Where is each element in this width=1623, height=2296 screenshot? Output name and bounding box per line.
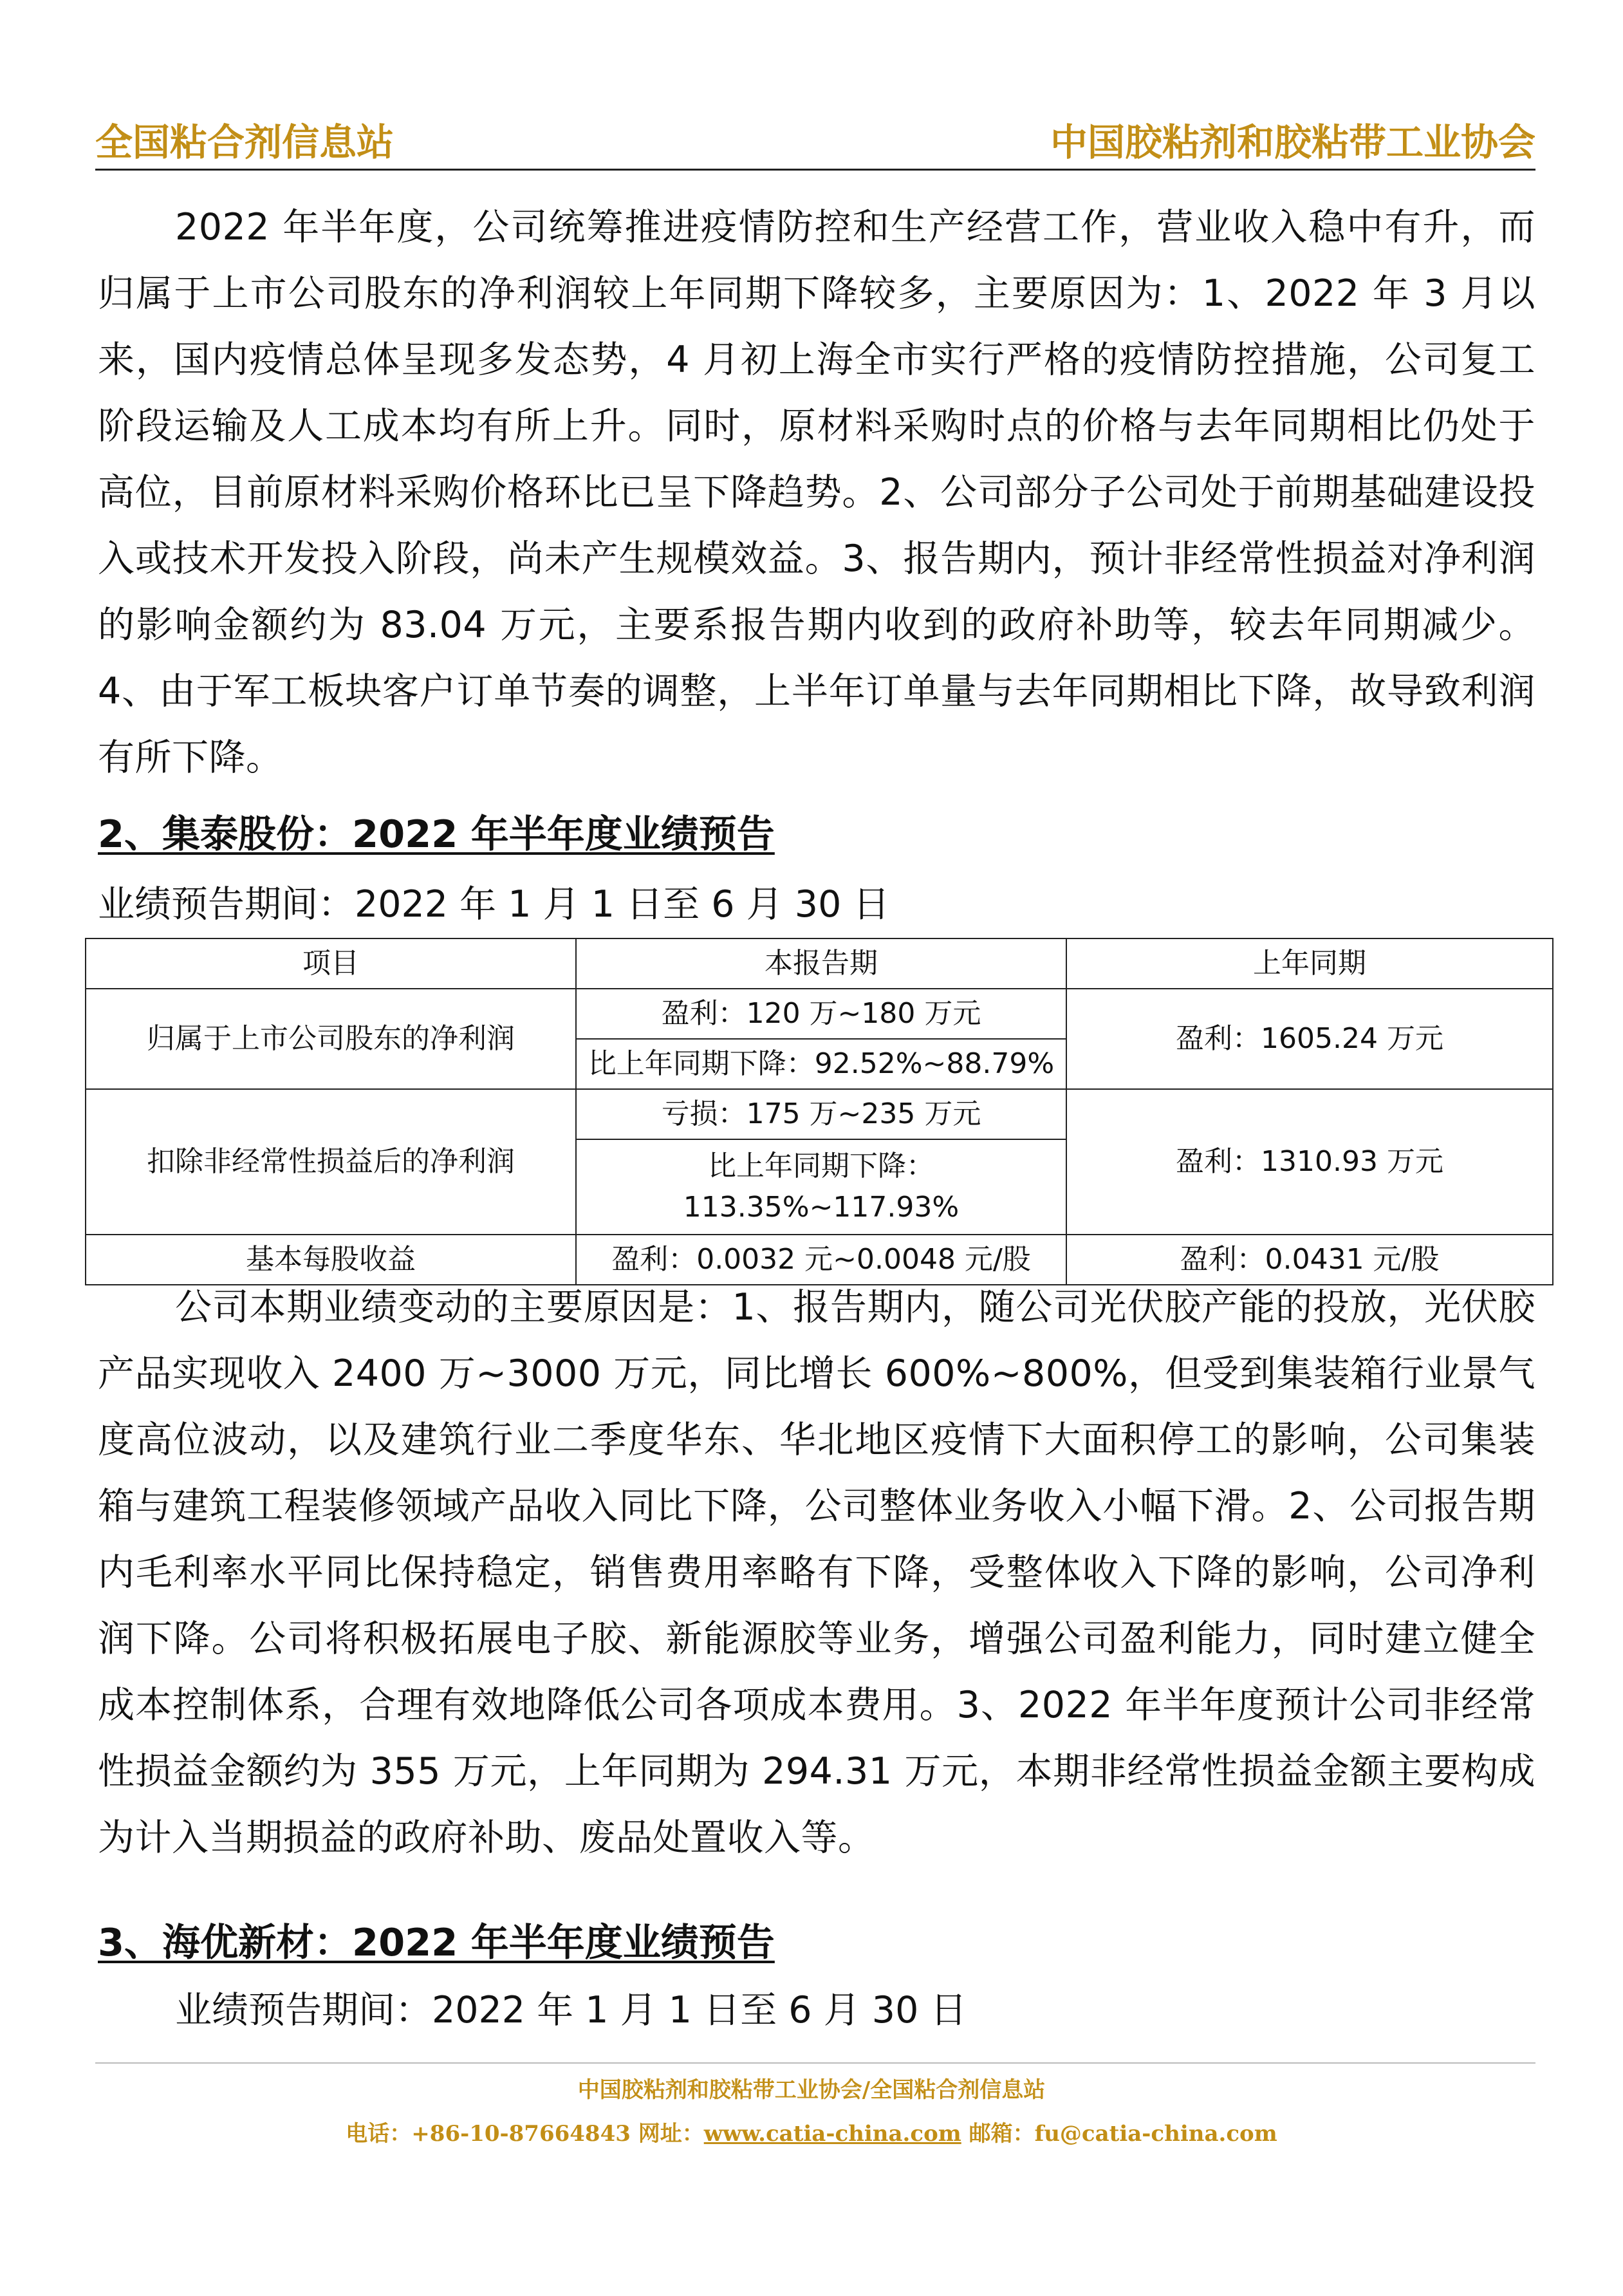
table-header-item: 项目	[86, 938, 576, 989]
table-cell-prior: 盈利：0.0431 元/股	[1066, 1235, 1553, 1285]
table-row	[86, 1089, 1553, 1139]
body-paragraph-1: 2022 年半年度，公司统筹推进疫情防控和生产经营工作，营业收入稳中有升，而归属于上市公司股东的净利润较上年同期下降较多，主要原因为：1、2022 年 3 月以来，国内疫情总体呈现多发态势，4 月初上海全市实行严格的疫情防控措施，公司复工阶段运输及人工成本均有所上升。同时，原材料采购时点的价格与去年同期相比仍处于高位，目前原材料采购价格环比已呈下降趋势。2、公司部分子公司处于前期基础建设投入或技术开发投入阶段，尚未产生规模效益。3、报告期内，预计非经常性损益对净利润的影响金额约为 83.04 万元，主要系报告期内收到的政府补助等，较去年同期减少。4、由于军工板块客户订单节奏的调整，上半年订单量与去年同期相比下降，故导致利润有所下降。	[98, 206, 1535, 779]
table-cell-line: 比上年同期下降：	[708, 1150, 934, 1182]
header-site-name: 全国粘合剂信息站	[95, 120, 394, 164]
table-cell-current: 盈利：120 万~180 万元	[576, 989, 1066, 1039]
table-cell-current: 比上年同期下降：92.52%~88.79%	[576, 1039, 1066, 1089]
footer-website-link[interactable]: www.catia-china.com	[703, 2121, 961, 2147]
table-row	[86, 989, 1553, 1039]
footer-divider	[95, 2062, 1535, 2064]
footer-contact	[0, 2118, 1623, 2150]
table-header-row	[86, 938, 1553, 989]
table-header-current: 本报告期	[576, 938, 1066, 989]
table-cell-line: 113.35%~117.93%	[683, 1191, 960, 1224]
footer-organization: 中国胶粘剂和胶粘带工业协会/全国粘合剂信息站	[577, 2077, 1046, 2103]
header-association-name: 中国胶粘剂和胶粘带工业协会	[1050, 120, 1535, 164]
page-header	[95, 115, 1535, 171]
table-cell-item: 基本每股收益	[86, 1235, 576, 1285]
footer-email: 邮箱：fu@catia-china.com	[961, 2121, 1277, 2147]
section-title-haiyou: 3、海优新材：2022 年半年度业绩预告	[98, 1920, 775, 1965]
section-title-jitai: 2、集泰股份：2022 年半年度业绩预告	[98, 812, 775, 856]
body-paragraph-2: 公司本期业绩变动的主要原因是：1、报告期内，随公司光伏胶产能的投放，光伏胶产品实现收入 2400 万~3000 万元，同比增长 600%~800%，但受到集装箱行业景气度高位波动，以及建筑行业二季度华东、华北地区疫情下大面积停工的影响，公司集装箱与建筑工程装修领域产品收入同比下降，公司整体业务收入小幅下滑。2、公司报告期内毛利率水平同比保持稳定，销售费用率略有下降，受整体收入下降的影响，公司净利润下降。公司将积极拓展电子胶、新能源胶等业务，增强公司盈利能力，同时建立健全成本控制体系，合理有效地降低公司各项成本费用。3、2022 年半年度预计公司非经常性损益金额约为 355 万元，上年同期为 294.31 万元，本期非经常性损益金额主要构成为计入当期损益的政府补助、废品处置收入等。	[98, 1286, 1535, 1859]
table-cell-current: 亏损：175 万~235 万元	[576, 1089, 1066, 1139]
table-cell-current	[576, 1139, 1066, 1235]
table-cell-current: 盈利：0.0032 元~0.0048 元/股	[576, 1235, 1066, 1285]
forecast-period-jitai: 业绩预告期间：2022 年 1 月 1 日至 6 月 30 日	[98, 883, 890, 926]
table-cell-item: 扣除非经常性损益后的净利润	[86, 1089, 576, 1235]
forecast-period-haiyou: 业绩预告期间：2022 年 1 月 1 日至 6 月 30 日	[175, 1989, 967, 2031]
table-cell-item: 归属于上市公司股东的净利润	[86, 989, 576, 1089]
table-cell-prior: 盈利：1310.93 万元	[1066, 1089, 1553, 1235]
footer-phone: 电话：+86-10-87664843 网址：	[346, 2121, 704, 2147]
table-cell-prior: 盈利：1605.24 万元	[1066, 989, 1553, 1089]
forecast-table	[85, 938, 1553, 1285]
table-header-prior: 上年同期	[1066, 938, 1553, 989]
